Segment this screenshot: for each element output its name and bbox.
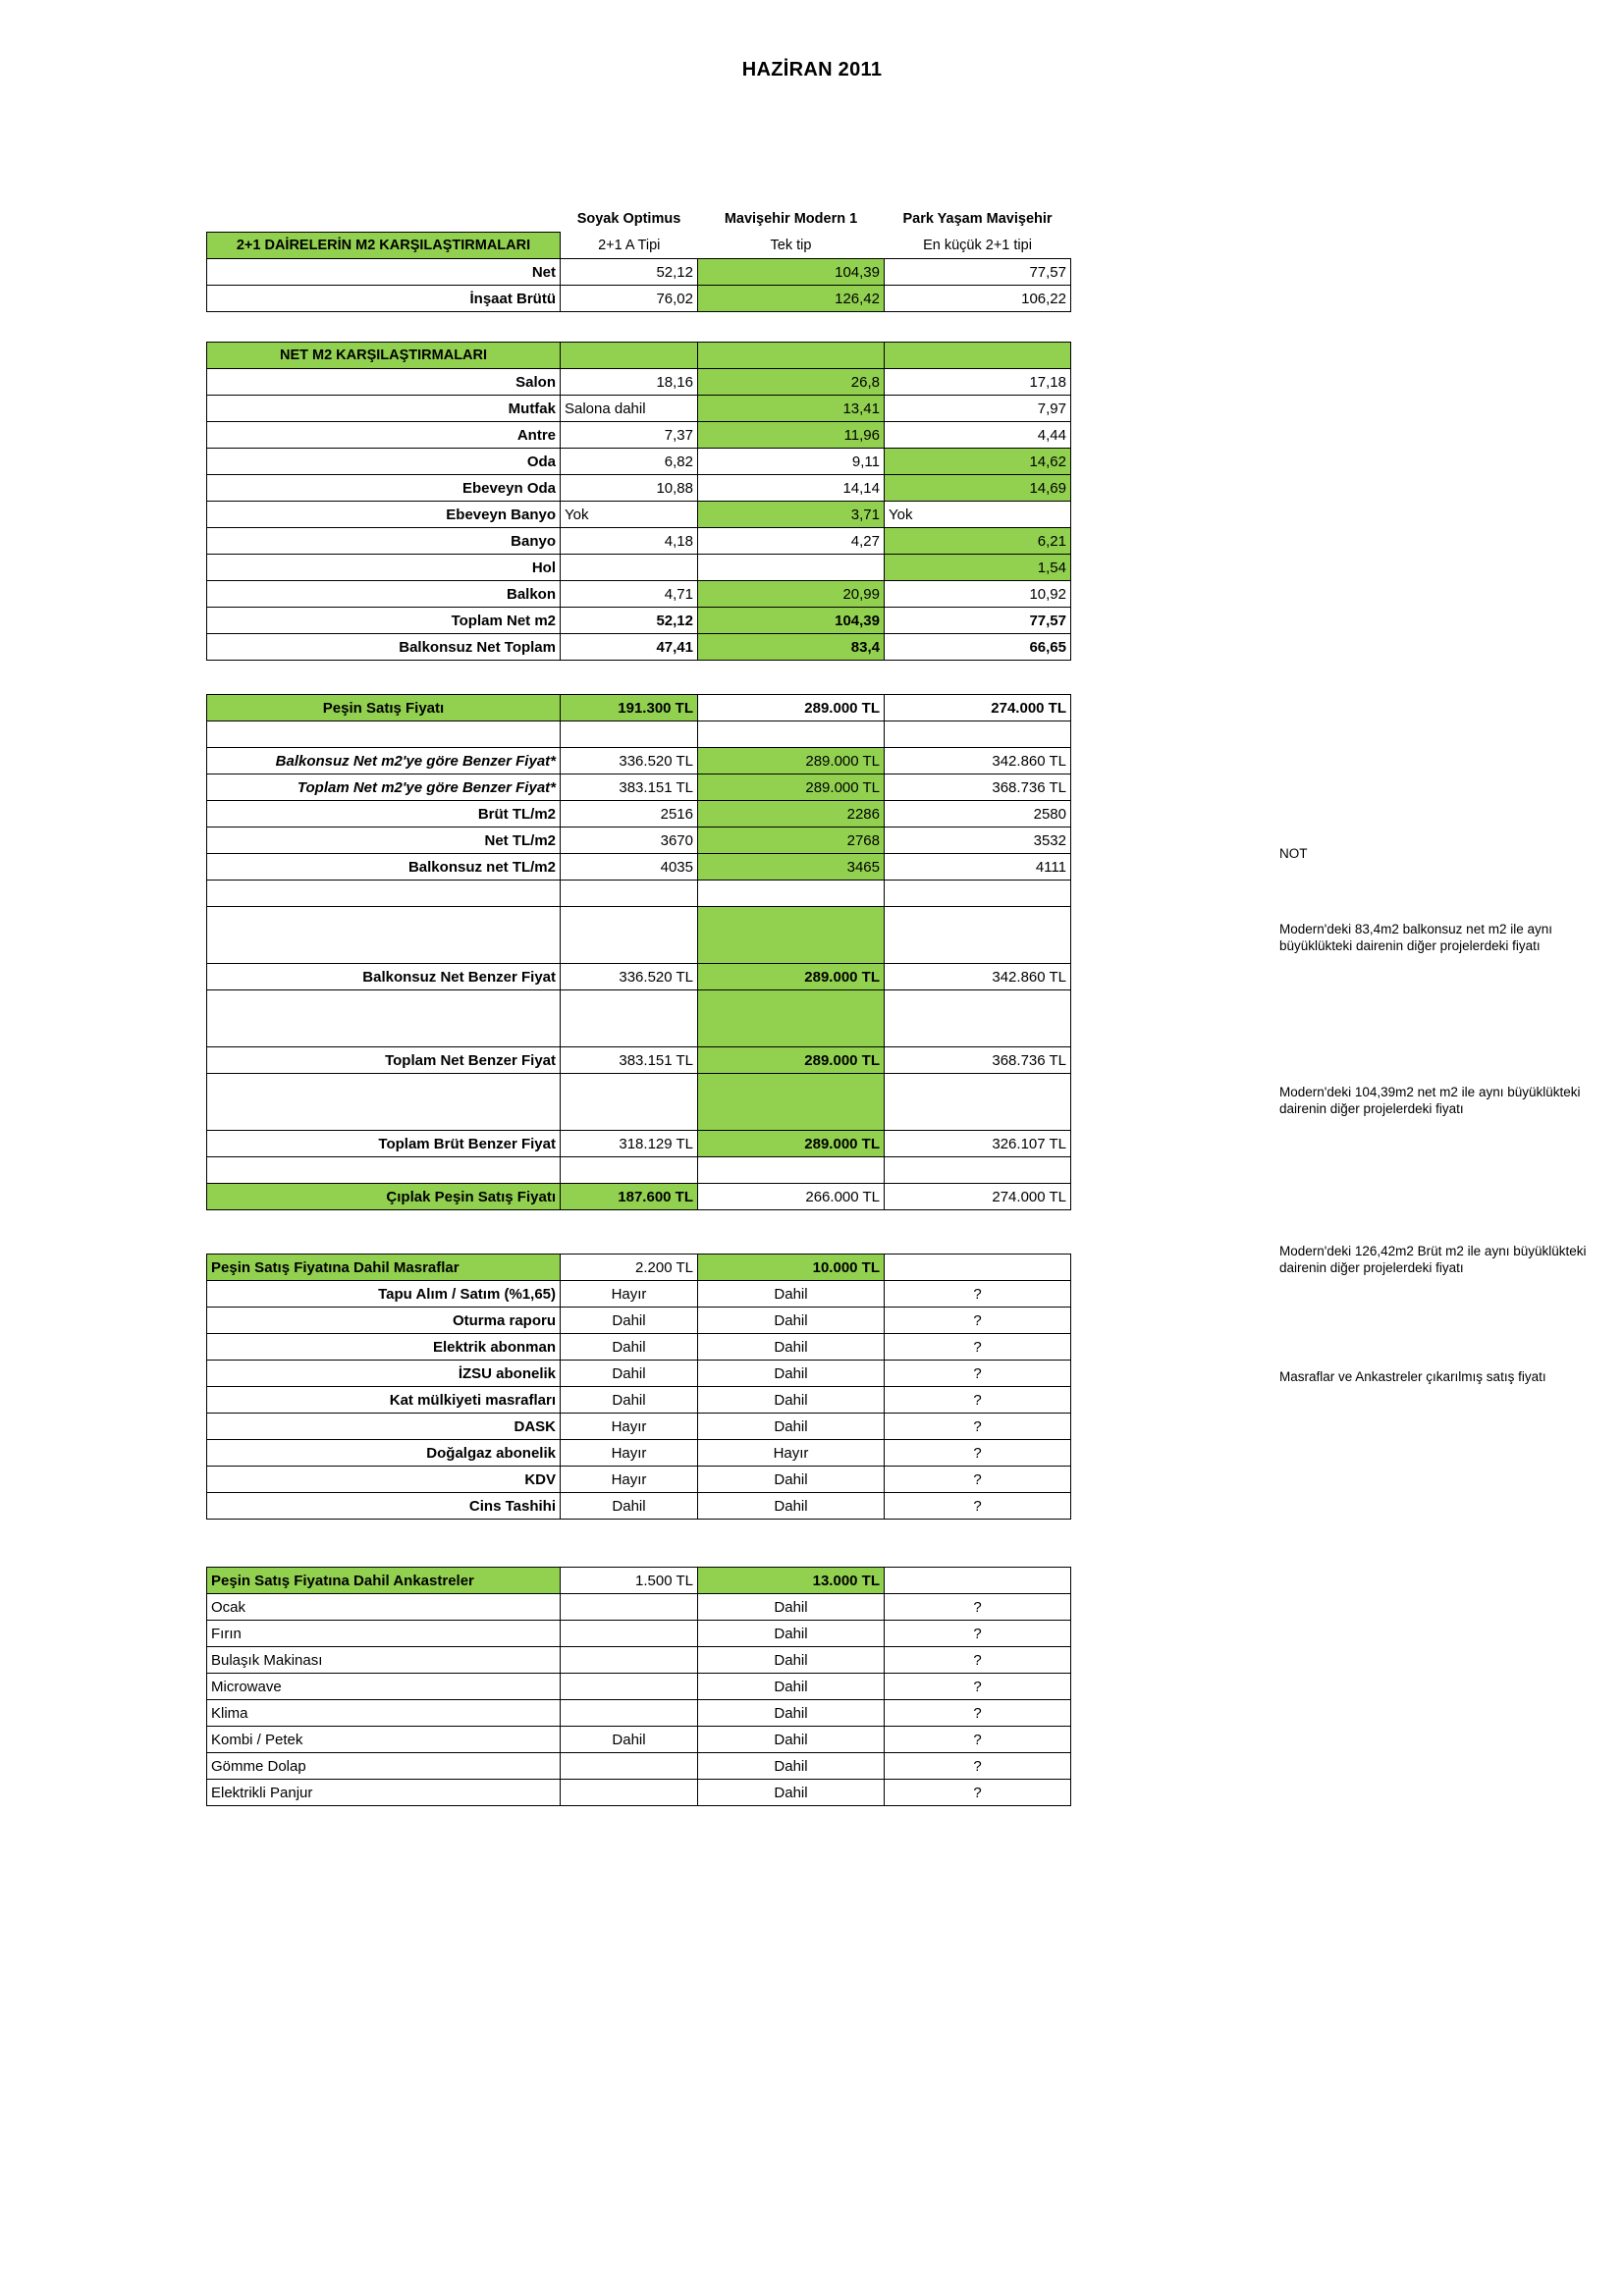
spacer-row [207,721,1071,748]
price-table [206,694,1071,1210]
section-header-ankastreler: Peşin Satış Fiyatına Dahil Ankastreler [207,1568,561,1594]
cell-c1: 383.151 TL [561,774,698,801]
cell-c1: 336.520 TL [561,964,698,990]
m2-comparison-table [206,206,1071,312]
table-row [207,1308,1071,1334]
row-label: Doğalgaz abonelik [207,1440,561,1467]
table-row [207,422,1071,449]
cell-c2: Hayır [698,1440,885,1467]
table-row [207,1780,1071,1806]
table-row [207,801,1071,828]
empty [885,721,1071,748]
cell-c2: 9,11 [698,449,885,475]
cell-c3: ? [885,1387,1071,1414]
cell-c1: 383.151 TL [561,1047,698,1074]
cell-c1: 52,12 [561,259,698,286]
cell-c2: Dahil [698,1334,885,1361]
cell-c2: 26,8 [698,369,885,396]
cell-c2: Dahil [698,1308,885,1334]
row-label: Oda [207,449,561,475]
row-label: Balkon [207,581,561,608]
row-label: Gömme Dolap [207,1753,561,1780]
cell-c2: 11,96 [698,422,885,449]
type-2: Tek tip [770,237,812,253]
cell-c1: Yok [561,502,698,528]
cell-c3: ? [885,1780,1071,1806]
cell-c1: Dahil [561,1361,698,1387]
row-label: Toplam Brüt Benzer Fiyat [207,1131,561,1157]
row-label: Antre [207,422,561,449]
cell-c3: ? [885,1467,1071,1493]
masraflar-table [206,1254,1071,1520]
row-label: Bulaşık Makinası [207,1647,561,1674]
note-toplam-net: Modern'deki 104,39m2 net m2 ile aynı büyüklükteki dairenin diğer projelerdeki fiyatı [1279,1085,1581,1116]
type-3: En küçük 2+1 tipi [923,237,1032,253]
empty [885,990,1071,1047]
note-balkonsuz-net: Modern'deki 83,4m2 balkonsuz net m2 ile aynı büyüklükteki dairenin diğer projelerdeki fiyatı [1279,922,1552,953]
empty [561,1074,698,1131]
cell-c3: 3532 [885,828,1071,854]
cell-c1: 7,37 [561,422,698,449]
cell-c3: 106,22 [885,286,1071,312]
cell-c3: ? [885,1361,1071,1387]
cell-c2: Dahil [698,1753,885,1780]
cell-c1: 52,12 [561,608,698,634]
empty [698,881,885,907]
table-row [207,964,1071,990]
cell-c3: 1,54 [885,555,1071,581]
empty [207,990,561,1047]
row-label: Hol [207,555,561,581]
cell-c2: Dahil [698,1727,885,1753]
cell-c3: ? [885,1334,1071,1361]
cell-c1: 336.520 TL [561,748,698,774]
cell-c3: 368.736 TL [885,1047,1071,1074]
empty [885,1074,1071,1131]
cell-c2: 289.000 TL [698,748,885,774]
cell-c1: 4,18 [561,528,698,555]
empty [885,881,1071,907]
cell-c1: 191.300 TL [561,695,698,721]
cell-c1 [561,1621,698,1647]
row-label: Toplam Net m2 [207,608,561,634]
cell-c2 [698,555,885,581]
cell-c3: 14,62 [885,449,1071,475]
note-toplam-brut: Modern'deki 126,42m2 Brüt m2 ile aynı büyüklükteki dairenin diğer projelerdeki fiyatı [1279,1244,1587,1275]
cell-c3: 4,44 [885,422,1071,449]
cell-c3: ? [885,1493,1071,1520]
cell-c2: 289.000 TL [698,964,885,990]
row-label: Ebeveyn Oda [207,475,561,502]
ankastreler-header-row [207,1568,1071,1594]
cell-c3 [885,1255,1071,1281]
section-header-net-m2: NET M2 KARŞILAŞTIRMALARI [207,343,561,369]
cell-c3: 342.860 TL [885,748,1071,774]
spreadsheet-area [206,206,1587,1806]
cell-c2: Dahil [698,1361,885,1387]
cell-c2: 289.000 TL [698,695,885,721]
empty [561,990,698,1047]
cell-c3: ? [885,1700,1071,1727]
cell-c3: Yok [885,502,1071,528]
table-row [207,1414,1071,1440]
cell-c1: Dahil [561,1727,698,1753]
cell-c2: Dahil [698,1281,885,1308]
cell-c1 [561,1594,698,1621]
empty [561,907,698,964]
note-header: NOT [1279,846,1308,861]
cell-c2: Dahil [698,1387,885,1414]
cell-c1 [561,1674,698,1700]
empty [561,1157,698,1184]
table-row [207,1727,1071,1753]
row-label: Fırın [207,1621,561,1647]
cell-c2: Dahil [698,1674,885,1700]
price-header-row [207,695,1071,721]
cell-c3: ? [885,1753,1071,1780]
empty [698,721,885,748]
cell-c3: 4111 [885,854,1071,881]
empty [885,907,1071,964]
cell-c1: 318.129 TL [561,1131,698,1157]
cell-c2: 266.000 TL [698,1184,885,1210]
cell-c3 [885,1568,1071,1594]
cell-c2: Dahil [698,1493,885,1520]
row-label: Microwave [207,1674,561,1700]
cell-c3: 10,92 [885,581,1071,608]
cell-c2: Dahil [698,1700,885,1727]
cell-c3: 274.000 TL [885,695,1071,721]
spacer-row [207,881,1071,907]
cell-c3: 2580 [885,801,1071,828]
table-row [207,1387,1071,1414]
table-row [207,854,1071,881]
table-row [207,528,1071,555]
note-ciplak: Masraflar ve Ankastreler çıkarılmış satış fiyatı [1279,1369,1546,1384]
empty [698,1074,885,1131]
row-label: Brüt TL/m2 [207,801,561,828]
empty [698,1157,885,1184]
cell-c1: 10,88 [561,475,698,502]
cell-c1: Dahil [561,1493,698,1520]
cell-c3: ? [885,1414,1071,1440]
type-header-row [207,233,1071,259]
cell-c2: 4,27 [698,528,885,555]
cell-c3: 17,18 [885,369,1071,396]
spacer-row [207,1074,1071,1131]
cell-c1 [561,1753,698,1780]
project-2-name: Mavişehir Modern 1 [724,211,858,228]
cell-c3: 66,65 [885,634,1071,661]
cell-c3: 368.736 TL [885,774,1071,801]
row-label: Salon [207,369,561,396]
cell-c2: Dahil [698,1780,885,1806]
cell-c2: 10.000 TL [698,1255,885,1281]
table-row [207,286,1071,312]
project-1-name: Soyak Optimus [576,211,681,228]
cell-c1: Hayır [561,1414,698,1440]
project-header-row [207,206,1071,233]
row-label: Balkonsuz net TL/m2 [207,854,561,881]
table-row [207,1184,1071,1210]
row-label: DASK [207,1414,561,1440]
empty [698,907,885,964]
row-label: Oturma raporu [207,1308,561,1334]
cell-c1: Dahil [561,1387,698,1414]
ankastreler-table [206,1567,1071,1806]
cell-c3: ? [885,1308,1071,1334]
table-row [207,1334,1071,1361]
cell-c1: Hayır [561,1467,698,1493]
cell-c2: 3465 [698,854,885,881]
cell-c1: 187.600 TL [561,1184,698,1210]
cell-c2: 289.000 TL [698,774,885,801]
table-row [207,1621,1071,1647]
spacer-row [207,1157,1071,1184]
cell-c3: ? [885,1674,1071,1700]
table-row [207,1361,1071,1387]
cell-c2: Dahil [698,1467,885,1493]
cell-c1: 4035 [561,854,698,881]
table-row [207,555,1071,581]
page-title: HAZİRAN 2011 [741,59,883,80]
table-row [207,608,1071,634]
cell-c1 [561,1780,698,1806]
cell-c1: 18,16 [561,369,698,396]
table-row [207,475,1071,502]
cell-c1: Salona dahil [561,396,698,422]
net-m2-section-header-row [207,343,1071,369]
table-row [207,1467,1071,1493]
row-label: Mutfak [207,396,561,422]
table-row [207,449,1071,475]
cell-c1: Hayır [561,1440,698,1467]
cell-c2: 14,14 [698,475,885,502]
cell-c2: 2286 [698,801,885,828]
row-label: Balkonsuz Net m2'ye göre Benzer Fiyat* [207,748,561,774]
row-label: Tapu Alım / Satım (%1,65) [207,1281,561,1308]
empty [885,1157,1071,1184]
row-label: Kombi / Petek [207,1727,561,1753]
table-row [207,1700,1071,1727]
cell-c3: 274.000 TL [885,1184,1071,1210]
cell-c1: Dahil [561,1308,698,1334]
row-label: Toplam Net Benzer Fiyat [207,1047,561,1074]
cell-c2: 2768 [698,828,885,854]
cell-c2: 289.000 TL [698,1131,885,1157]
cell-c2: 83,4 [698,634,885,661]
table-row [207,259,1071,286]
type-1: 2+1 A Tipi [598,237,661,253]
cell-c1: 6,82 [561,449,698,475]
table-row [207,1493,1071,1520]
spacer-row [207,907,1071,964]
section-header-masraflar: Peşin Satış Fiyatına Dahil Masraflar [207,1255,561,1281]
row-label: İnşaat Brütü [207,286,561,312]
cell-c1: 2.200 TL [561,1255,698,1281]
empty [698,343,885,369]
table-row [207,581,1071,608]
table-row [207,369,1071,396]
cell-c2: 13.000 TL [698,1568,885,1594]
section-header-pesin-satis: Peşin Satış Fiyatı [207,695,561,721]
cell-c3: 6,21 [885,528,1071,555]
cell-c3: 77,57 [885,608,1071,634]
empty [207,907,561,964]
cell-c2: 104,39 [698,608,885,634]
net-m2-table [206,342,1071,661]
cell-c2: 104,39 [698,259,885,286]
row-label: Çıplak Peşin Satış Fiyatı [207,1184,561,1210]
cell-c1: 47,41 [561,634,698,661]
table-row [207,748,1071,774]
section-header-2plus1: 2+1 DAİRELERİN M2 KARŞILAŞTIRMALARI [207,233,561,259]
row-label: Kat mülkiyeti masrafları [207,1387,561,1414]
cell-c2: 289.000 TL [698,1047,885,1074]
row-label: İZSU abonelik [207,1361,561,1387]
cell-c1 [561,1647,698,1674]
empty [561,721,698,748]
empty [698,990,885,1047]
cell-c2: Dahil [698,1621,885,1647]
table-row [207,1753,1071,1780]
cell-c1 [561,555,698,581]
empty [207,721,561,748]
table-row [207,1594,1071,1621]
cell-c3: ? [885,1727,1071,1753]
cell-c3: ? [885,1647,1071,1674]
row-label: Cins Tashihi [207,1493,561,1520]
cell-c3: ? [885,1594,1071,1621]
cell-c3: ? [885,1281,1071,1308]
empty [207,881,561,907]
spacer-row [207,990,1071,1047]
row-label: Elektrikli Panjur [207,1780,561,1806]
empty [207,1157,561,1184]
row-label: Balkonsuz Net Benzer Fiyat [207,964,561,990]
row-label: Elektrik abonman [207,1334,561,1361]
empty [561,343,698,369]
cell-c1: Hayır [561,1281,698,1308]
cell-c2: Dahil [698,1594,885,1621]
project-3-name: Park Yaşam Mavişehir [902,211,1053,228]
cell-c1: 1.500 TL [561,1568,698,1594]
cell-c2: 20,99 [698,581,885,608]
cell-c2: 126,42 [698,286,885,312]
row-label: Ocak [207,1594,561,1621]
empty [885,343,1071,369]
cell-c3: 7,97 [885,396,1071,422]
empty [561,881,698,907]
table-row [207,1131,1071,1157]
cell-c1 [561,1700,698,1727]
cell-c3: 326.107 TL [885,1131,1071,1157]
table-row [207,828,1071,854]
cell-c1: 2516 [561,801,698,828]
table-row [207,1047,1071,1074]
cell-c2: 13,41 [698,396,885,422]
cell-c1: 76,02 [561,286,698,312]
row-label: Ebeveyn Banyo [207,502,561,528]
cell-c1: 4,71 [561,581,698,608]
row-label: KDV [207,1467,561,1493]
row-label: Toplam Net m2'ye göre Benzer Fiyat* [207,774,561,801]
table-row [207,1674,1071,1700]
cell-c3: ? [885,1440,1071,1467]
row-label: Net TL/m2 [207,828,561,854]
row-label: Net [207,259,561,286]
empty [207,1074,561,1131]
empty-corner [207,206,561,233]
table-row [207,502,1071,528]
table-row [207,1281,1071,1308]
cell-c2: Dahil [698,1647,885,1674]
table-row [207,1440,1071,1467]
table-row [207,634,1071,661]
row-label: Banyo [207,528,561,555]
cell-c3: 77,57 [885,259,1071,286]
table-row [207,1647,1071,1674]
cell-c3: ? [885,1621,1071,1647]
masraflar-header-row [207,1255,1071,1281]
cell-c3: 14,69 [885,475,1071,502]
cell-c2: 3,71 [698,502,885,528]
table-row [207,774,1071,801]
row-label: Klima [207,1700,561,1727]
cell-c3: 342.860 TL [885,964,1071,990]
row-label: Balkonsuz Net Toplam [207,634,561,661]
cell-c1: 3670 [561,828,698,854]
table-row [207,396,1071,422]
cell-c2: Dahil [698,1414,885,1440]
cell-c1: Dahil [561,1334,698,1361]
